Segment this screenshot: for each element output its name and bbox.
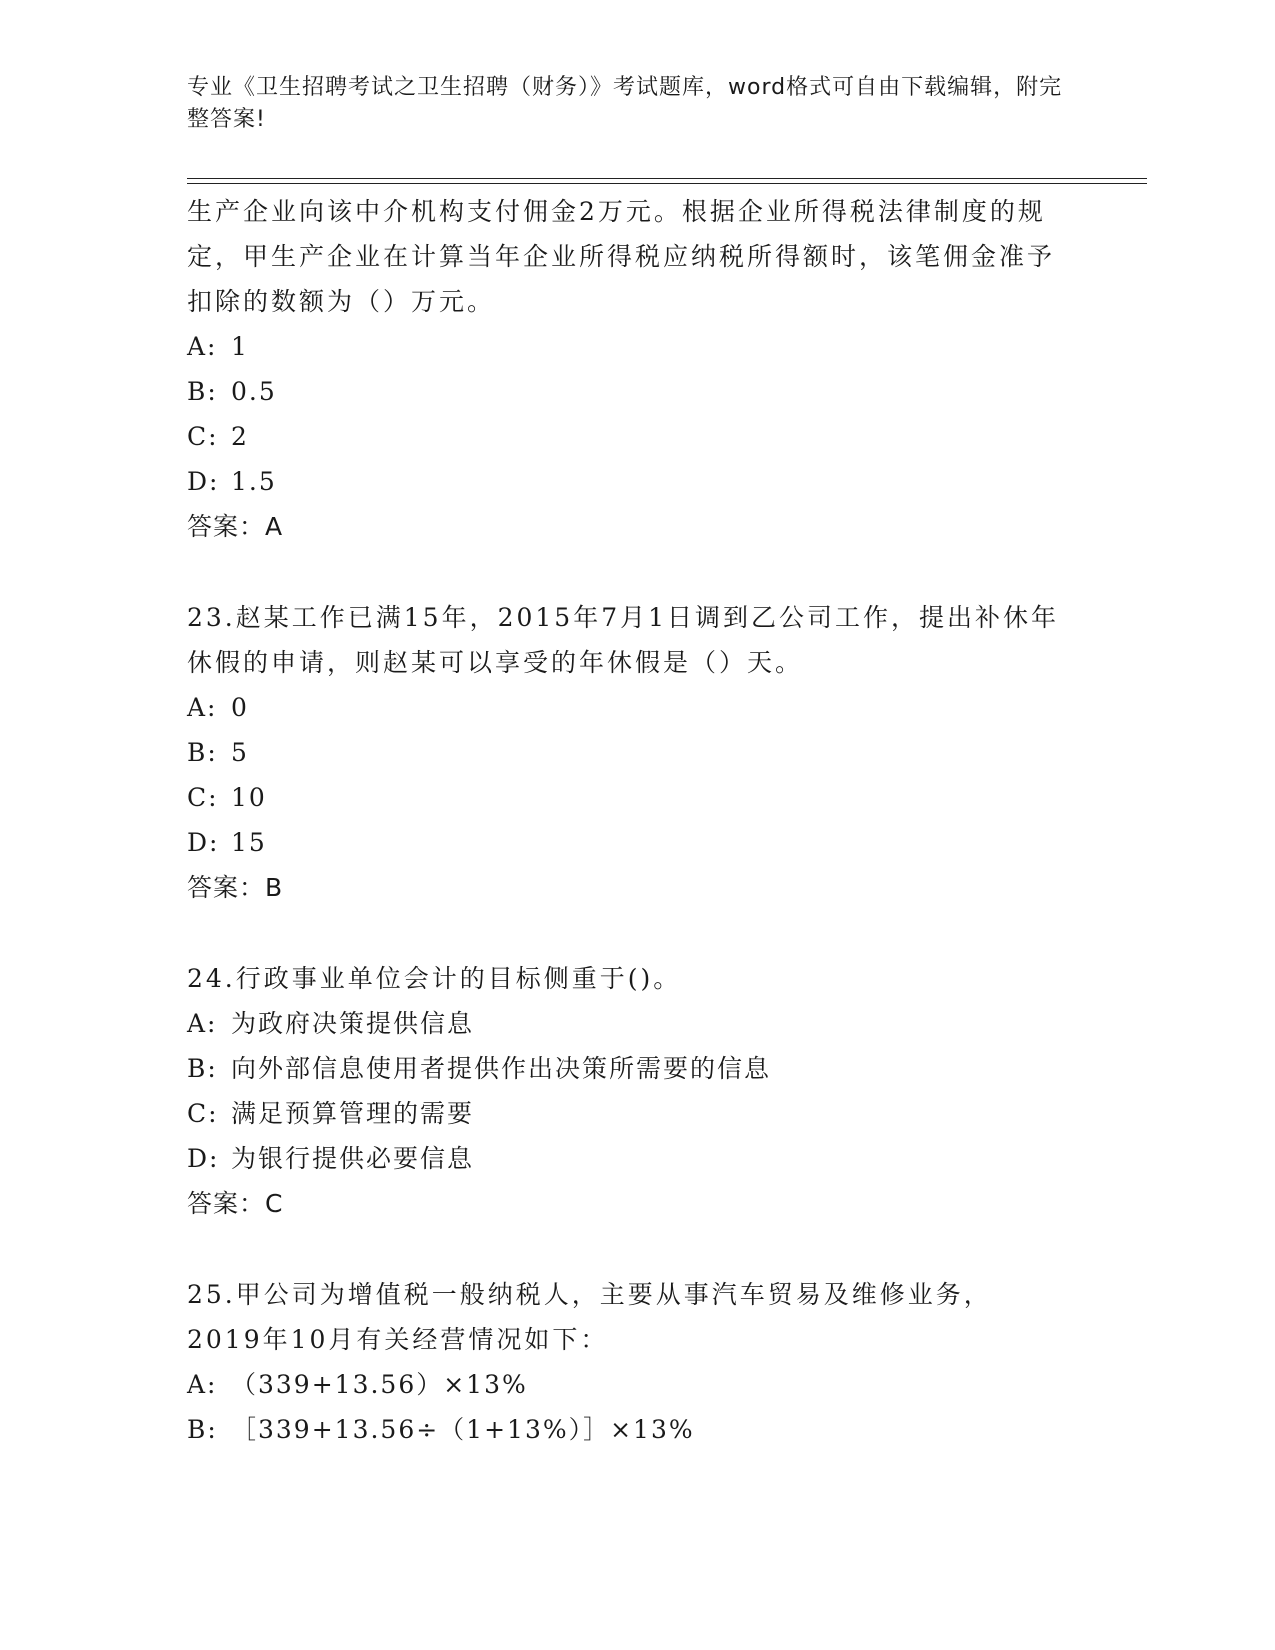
option-text: 为银行提供必要信息 (231, 1144, 475, 1173)
question-23 (187, 595, 1067, 910)
option-c (187, 775, 1067, 820)
question-fragment (187, 189, 1067, 549)
question-stem: 23.赵某工作已满15年，2015年7月1日调到乙公司工作，提出补休年休假的申请，则赵某可以享受的年休假是（）天。 (187, 603, 1060, 677)
option-text: 5 (231, 738, 249, 767)
option-text: 1 (231, 332, 249, 361)
option-letter: A: (187, 1370, 218, 1399)
option-b (187, 1407, 1067, 1452)
header-rule-top (187, 178, 1147, 179)
option-text: ［339+13.56÷（1+13%）］×13% (231, 1415, 695, 1444)
option-text: 0.5 (231, 377, 277, 406)
question-spacer (187, 549, 1067, 595)
option-letter: B: (187, 1054, 218, 1083)
option-text: 1.5 (231, 467, 277, 496)
option-text: 2 (231, 422, 249, 451)
option-text: 向外部信息使用者提供作出决策所需要的信息 (231, 1054, 772, 1083)
option-a (187, 685, 1067, 730)
option-letter: C: (187, 422, 219, 451)
option-a (187, 1362, 1067, 1407)
option-text: 10 (231, 783, 267, 812)
answer-line: 答案：C (187, 1189, 284, 1218)
option-letter: D: (187, 467, 220, 496)
option-text: 15 (231, 828, 267, 857)
question-24 (187, 956, 1067, 1226)
option-letter: A: (187, 693, 218, 722)
option-letter: D: (187, 1144, 220, 1173)
question-list (187, 189, 1067, 1452)
question-spacer (187, 1226, 1067, 1272)
option-letter: A: (187, 1009, 218, 1038)
option-b (187, 730, 1067, 775)
option-a (187, 324, 1067, 369)
option-c (187, 1091, 1067, 1136)
option-text: 为政府决策提供信息 (231, 1009, 475, 1038)
option-b (187, 1046, 1067, 1091)
option-letter: C: (187, 1099, 219, 1128)
option-letter: B: (187, 1415, 218, 1444)
option-letter: D: (187, 828, 220, 857)
question-spacer (187, 910, 1067, 956)
question-stem: 25.甲公司为增值税一般纳税人，主要从事汽车贸易及维修业务，2019年10月有关经营情况如下： (187, 1280, 992, 1354)
answer-line: 答案：A (187, 512, 284, 541)
question-25 (187, 1272, 1067, 1452)
answer-line: 答案：B (187, 873, 284, 902)
document-header-note: 专业《卫生招聘考试之卫生招聘（财务）》考试题库，word格式可自由下载编辑，附完整答案! (187, 75, 1063, 132)
option-d (187, 820, 1067, 865)
option-d (187, 459, 1067, 504)
option-letter: B: (187, 377, 218, 406)
question-stem: 24.行政事业单位会计的目标侧重于()。 (187, 964, 682, 993)
header-rule-bottom (187, 183, 1147, 184)
option-d (187, 1136, 1067, 1181)
option-c (187, 414, 1067, 459)
option-b (187, 369, 1067, 414)
option-letter: C: (187, 783, 219, 812)
option-a (187, 1001, 1067, 1046)
question-stem: 生产企业向该中介机构支付佣金2万元。根据企业所得税法律制度的规定，甲生产企业在计算当年企业所得税应纳税所得额时，该笔佣金准予扣除的数额为（）万元。 (187, 197, 1056, 316)
option-letter: B: (187, 738, 218, 767)
option-letter: A: (187, 332, 218, 361)
option-text: 0 (231, 693, 249, 722)
option-text: （339+13.56）×13% (231, 1370, 528, 1399)
option-text: 满足预算管理的需要 (231, 1099, 475, 1128)
